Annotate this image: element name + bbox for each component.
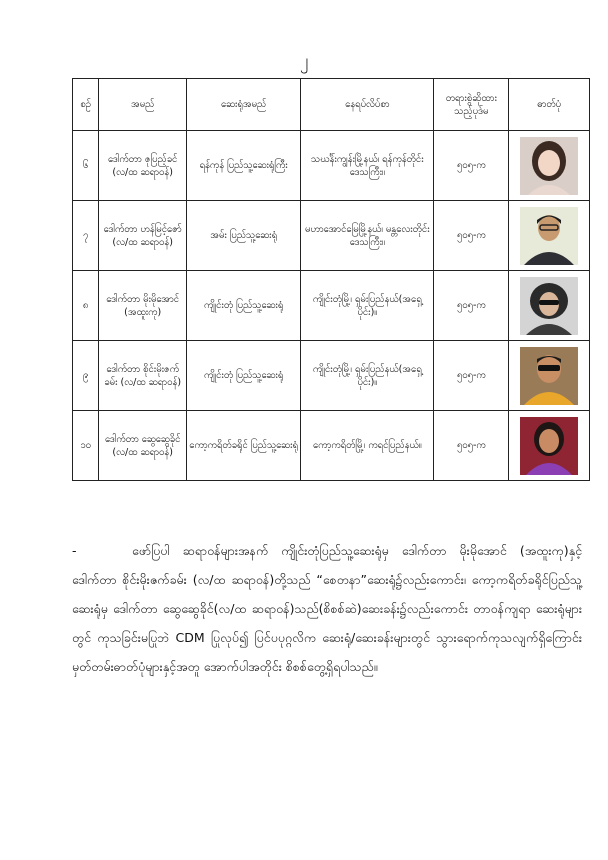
row-section: ၅၀၅-က xyxy=(434,131,509,201)
person-photo-icon xyxy=(520,277,578,335)
note-paragraph xyxy=(72,536,582,681)
row-section: ၅၀၅-က xyxy=(434,201,509,271)
note-dash: - xyxy=(72,543,77,558)
header-hospital: ဆေးရုံအမည် xyxy=(187,79,301,131)
table-row xyxy=(73,201,590,271)
row-name: ဒေါက်တာ စိုင်းမိုးဇက်ခမ်း (လ/ထ ဆရာဝန်) xyxy=(99,341,187,411)
row-photo-cell xyxy=(509,341,590,411)
table-row xyxy=(73,271,590,341)
row-address: ကော့ကရိတ်မြို့၊ ကရင်ပြည်နယ်။ xyxy=(301,411,434,481)
row-photo-cell xyxy=(509,131,590,201)
header-photo: ဓာတ်ပုံ xyxy=(509,79,590,131)
row-no: ၈ xyxy=(73,271,99,341)
row-section: ၅၀၅-က xyxy=(434,411,509,481)
page-number: ၂ xyxy=(299,51,309,71)
row-no: ၁၀ xyxy=(73,411,99,481)
row-no: ၉ xyxy=(73,341,99,411)
note-text: ဖော်ပြပါ ဆရာဝန်များအနက် ကျိုင်းတုံပြည်သူ့ဆေးရုံမှ ဒေါက်တာ မိုးမိုအောင် (အထူးကု)နှင့် ဒေါက်တာ စိုင်းမိုးဇက်ခမ်း (လ/ထ ဆရာဝန်)တို့သည် “စေတနာ”ဆေးရုံ၌လည်းကောင်း၊ ကော့ကရိတ်ခရိုင်ပြည်သူ့ဆေးရုံမှ ဒေါက်တာ ဆွေဆွေခိုင်(လ/ထ ဆရာဝန်)သည်(စိစစ်ဆဲ)ဆေးခန်း၌လည်းကောင်း တာဝန်ကျရာ ဆေးရုံများတွင် ကုသခြင်းမပြုဘဲ CDM ပြုလုပ်၍ ပြင်ပပုဂ္ဂလိက ဆေးရုံ/ဆေးခန်းများတွင် သွားရောက်ကုသလျက်ရှိကြောင်း မှတ်တမ်းဓာတ်ပုံများနှင့်အတူ အောက်ပါအတိုင်း စိစစ်တွေ့ရှိရပါသည်။ xyxy=(72,543,582,674)
row-name: ဒေါက်တာ မိုးမိုအောင် (အထူးကု) xyxy=(99,271,187,341)
row-hospital: ကော့ကရိတ်ခရိုင် ပြည်သူ့ဆေးရုံ xyxy=(187,411,301,481)
row-section: ၅၀၅-က xyxy=(434,341,509,411)
row-name: ဒေါက်တာ ဆွေဆွေခိုင် (လ/ထ ဆရာဝန်) xyxy=(99,411,187,481)
table-row xyxy=(73,341,590,411)
row-photo-cell xyxy=(509,271,590,341)
person-photo-icon xyxy=(520,347,578,405)
row-address: သဃင်္န်းကျွန်းမြို့နယ်၊ ရန်ကုန်တိုင်းဒေသကြီး။ xyxy=(301,131,434,201)
table-header-row xyxy=(73,79,590,131)
doctors-table xyxy=(72,78,590,481)
row-address: မဟာအောင်မြေမြို့နယ်၊ မန္တလေးတိုင်းဒေသကြီး။ xyxy=(301,201,434,271)
row-address: ကျိုင်းတုံမြို့၊ ရှမ်းပြည်နယ်(အရှေ့ပိုင်း)။ xyxy=(301,341,434,411)
person-photo-icon xyxy=(520,417,578,475)
header-name: အမည် xyxy=(99,79,187,131)
row-hospital: ကျိုင်းတုံ ပြည်သူ့ဆေးရုံ xyxy=(187,271,301,341)
row-no: ၆ xyxy=(73,131,99,201)
row-name: ဒေါက်တာ ဇုပြည့်ခင် (လ/ထ ဆရာဝန်) xyxy=(99,131,187,201)
row-hospital: ရန်ကုန် ပြည်သူ့ဆေးရုံကြီး xyxy=(187,131,301,201)
row-name: ဒေါက်တာ ဟန်မြင့်ဇော် (လ/ထ ဆရာဝန်) xyxy=(99,201,187,271)
table-row xyxy=(73,131,590,201)
table-row xyxy=(73,411,590,481)
person-photo-icon xyxy=(520,207,578,265)
row-section: ၅၀၅-က xyxy=(434,271,509,341)
person-photo-icon xyxy=(520,137,578,195)
row-hospital: ကျိုင်းတုံ ပြည်သူ့ဆေးရုံ xyxy=(187,341,301,411)
row-photo-cell xyxy=(509,201,590,271)
row-photo-cell xyxy=(509,411,590,481)
row-hospital: အမ်း ပြည်သူ့ဆေးရုံ xyxy=(187,201,301,271)
row-no: ၇ xyxy=(73,201,99,271)
header-address: နေရပ်လိပ်စာ xyxy=(301,79,434,131)
header-no: စဉ် xyxy=(73,79,99,131)
header-section: တရားစွဲဆိုထား သည့်ပုဒ်မ xyxy=(434,79,509,131)
row-address: ကျိုင်းတုံမြို့၊ ရှမ်းပြည်နယ်(အရှေ့ပိုင်း)။ xyxy=(301,271,434,341)
